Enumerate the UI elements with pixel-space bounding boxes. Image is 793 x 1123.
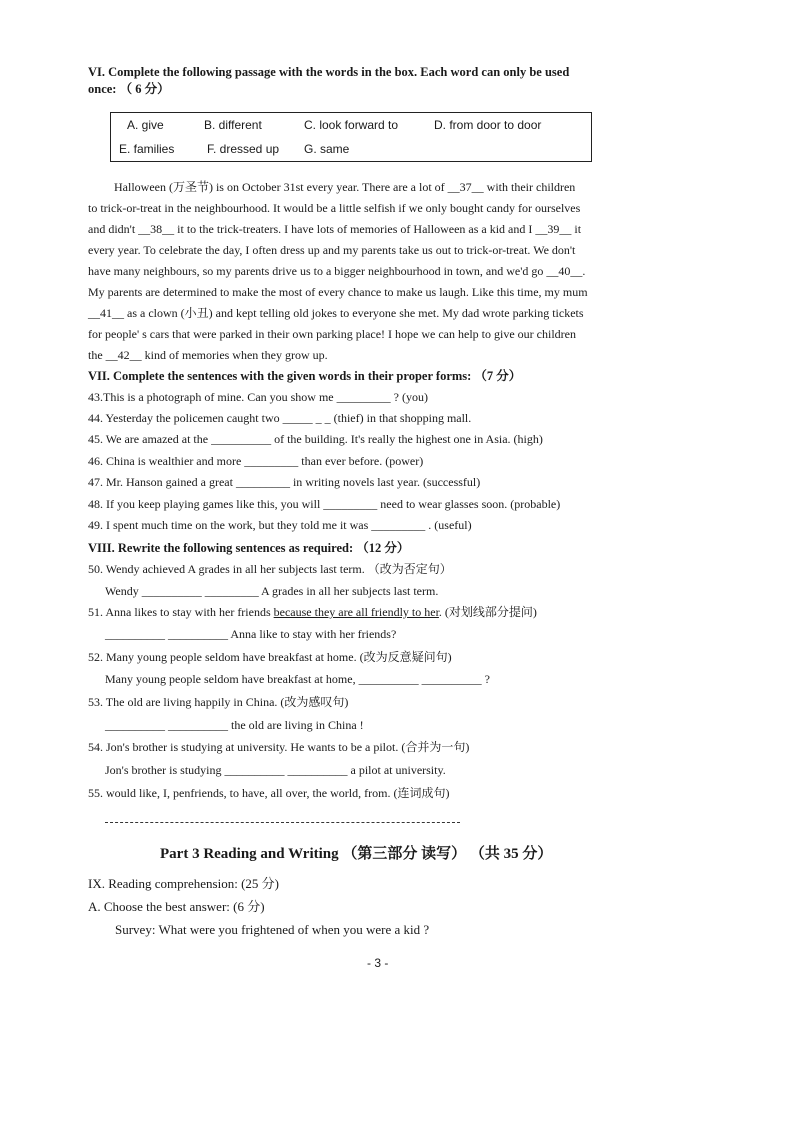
question-48: 48. If you keep playing games like this, you will _________ need to wear glasses soon. (probable) <box>88 497 561 511</box>
question-52: 52. Many young people seldom have breakfast at home. (改为反意疑问句) <box>88 650 452 664</box>
underlined-part: because they are all friendly to her <box>273 605 439 619</box>
passage-line: Halloween (万圣节) is on October 31st every year. There are a lot of __37__ with their children <box>114 180 576 194</box>
question-53-answer: __________ __________ the old are living in China ! <box>105 718 364 732</box>
question-54-answer: Jon's brother is studying __________ __________ a pilot at university. <box>105 763 446 777</box>
word-option: E. families <box>119 142 175 156</box>
question-51-answer: __________ __________ Anna like to stay with her friends? <box>105 627 397 641</box>
answer-line-55 <box>105 822 460 823</box>
word-option: A. give <box>127 118 164 132</box>
part-3-title: Part 3 Reading and Writing （第三部分 读写） （共 35 分） <box>160 846 553 862</box>
section-6-title-line2: once: （ 6 分） <box>88 82 170 96</box>
question-47: 47. Mr. Hanson gained a great _________ in writing novels last year. (successful) <box>88 475 481 489</box>
word-option: D. from door to door <box>434 118 542 132</box>
section-8-title: VIII. Rewrite the following sentences as required: （12 分） <box>88 541 410 555</box>
question-52-answer: Many young people seldom have breakfast at home, __________ __________ ? <box>105 672 490 686</box>
section-7-title: VII. Complete the sentences with the given words in their proper forms: （7 分） <box>88 369 522 383</box>
question-53: 53. The old are living happily in China. (改为感叹句) <box>88 695 349 709</box>
page-number: - 3 - <box>367 956 389 970</box>
question-44: 44. Yesterday the policemen caught two _____ _ _ (thief) in that shopping mall. <box>88 411 472 425</box>
passage-line: every year. To celebrate the day, I often dress up and my parents take us out to trick-or-treat. We don't <box>88 243 576 257</box>
passage-line: __41__ as a clown (小丑) and kept telling old jokes to everyone she met. My dad wrote parking tickets <box>88 306 584 320</box>
word-option: C. look forward to <box>304 118 399 132</box>
passage-line: for people' s cars that were parked in their own parking place! I hope we can help to give our children <box>88 327 576 341</box>
word-option: B. different <box>204 118 262 132</box>
section-9-title: IX. Reading comprehension: (25 分) <box>88 876 279 891</box>
section-9a-title: A. Choose the best answer: (6 分) <box>88 899 265 914</box>
question-55: 55. would like, I, penfriends, to have, all over, the world, from. (连词成句) <box>88 786 450 800</box>
question-54: 54. Jon's brother is studying at university. He wants to be a pilot. (合并为一句) <box>88 740 470 754</box>
passage-line: the __42__ kind of memories when they grow up. <box>88 348 328 362</box>
question-49: 49. I spent much time on the work, but they told me it was _________ . (useful) <box>88 518 472 532</box>
word-box <box>110 112 592 162</box>
question-43: 43.This is a photograph of mine. Can you show me _________ ? (you) <box>88 390 428 404</box>
passage-line: to trick-or-treat in the neighbourhood. It would be a little selfish if we only bought candy for ourselves <box>88 201 581 215</box>
section-6-title-line1: VI. Complete the following passage with the words in the box. Each word can only be used <box>88 65 570 79</box>
question-45: 45. We are amazed at the __________ of the building. It's really the highest one in Asia. (high) <box>88 432 543 446</box>
word-option: G. same <box>304 142 350 156</box>
survey-title: Survey: What were you frightened of when you were a kid ? <box>115 922 430 937</box>
question-50: 50. Wendy achieved A grades in all her subjects last term. （改为否定句） <box>88 562 452 576</box>
passage-line: and didn't __38__ it to the trick-treaters. I have lots of memories of Halloween as a kid and I __39__ it <box>88 222 582 236</box>
question-50-answer: Wendy __________ _________ A grades in all her subjects last term. <box>105 584 439 598</box>
word-option: F. dressed up <box>207 142 280 156</box>
question-51: 51. Anna likes to stay with her friends because they are all friendly to her. (对划线部分提问) <box>88 605 537 619</box>
passage-line: My parents are determined to make the most of every chance to make us laugh. Like this time, my mum <box>88 285 588 299</box>
question-46: 46. China is wealthier and more _________ than ever before. (power) <box>88 454 424 468</box>
passage-line: have many neighbours, so my parents drive us to a bigger neighbourhood in town, and we'd go __40__. <box>88 264 586 278</box>
